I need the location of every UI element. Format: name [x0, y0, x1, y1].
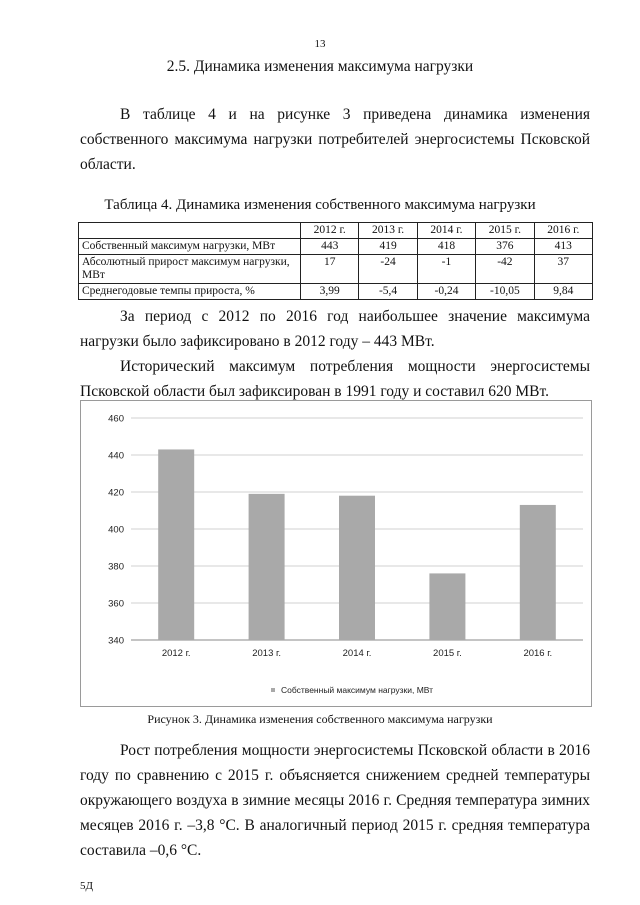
bar-2	[249, 494, 285, 640]
table-header-cell: 2015 г.	[476, 223, 534, 239]
table-cell: 3,99	[301, 284, 359, 300]
table-header-cell: 2014 г.	[417, 223, 475, 239]
section-title: 2.5. Динамика изменения максимума нагрузки	[166, 58, 474, 75]
table-header-cell	[79, 223, 301, 239]
y-tick-label: 360	[108, 598, 124, 610]
table-header-row	[79, 223, 593, 239]
table-header-cell: 2012 г.	[301, 223, 359, 239]
x-tick-label: 2012 г.	[161, 648, 191, 659]
x-tick-label: 2014 г.	[342, 648, 372, 659]
y-tick-label: 400	[108, 524, 124, 536]
table-caption: Таблица 4. Динамика изменения собственного максимума нагрузки	[104, 197, 536, 213]
load-chart	[80, 400, 592, 707]
figure-caption: Рисунок 3. Динамика изменения собственного максимума нагрузки	[147, 712, 493, 726]
historic-max-paragraph: Исторический максимум потребления мощности энергосистемы Псковской области был зафиксирован в 1991 году и составил 620 МВт.	[80, 358, 590, 400]
y-tick-label: 440	[108, 450, 124, 462]
table-cell: 17	[301, 255, 359, 284]
table-header-cell: 2013 г.	[359, 223, 417, 239]
table-cell: -42	[476, 255, 534, 284]
growth-paragraph: Рост потребления мощности энергосистемы Псковской области в 2016 году по сравнению с 2015 г. объясняется снижением средней температуры окружающего воздуха в зимние месяцы 2016 г. Средняя температура зимних месяцев 2016 г. –3,8 °С. В аналогичный период 2015 г. средняя температура составила –0,6 °С.	[80, 742, 590, 859]
table-row	[79, 284, 593, 300]
table-cell: 419	[359, 239, 417, 255]
table-cell: 9,84	[534, 284, 592, 300]
bar-5	[520, 505, 556, 640]
bar-chart-svg	[81, 401, 591, 706]
load-table	[78, 222, 593, 300]
table-row-label: Абсолютный прирост максимум нагрузки, МВт	[79, 255, 301, 284]
y-tick-label: 380	[108, 561, 124, 573]
table-cell: -1	[417, 255, 475, 284]
bar-4	[429, 573, 465, 640]
table-header-cell: 2016 г.	[534, 223, 592, 239]
legend-label: Собственный максимум нагрузки, МВт	[281, 685, 434, 695]
table-row	[79, 239, 593, 255]
intro-paragraph: В таблице 4 и на рисунке 3 приведена динамика изменения собственного максимума нагрузки потребителей энергосистемы Псковской области.	[80, 106, 590, 173]
table-cell: -0,24	[417, 284, 475, 300]
table-cell: 37	[534, 255, 592, 284]
table-cell: -10,05	[476, 284, 534, 300]
y-tick-label: 420	[108, 487, 124, 499]
x-tick-label: 2016 г.	[523, 648, 553, 659]
table-cell: 413	[534, 239, 592, 255]
table-cell: -5,4	[359, 284, 417, 300]
table-cell: -24	[359, 255, 417, 284]
footer-mark: 5Д	[80, 880, 94, 892]
x-tick-label: 2013 г.	[252, 648, 281, 659]
page-number: 13	[314, 38, 326, 50]
y-tick-label: 340	[108, 635, 124, 647]
table-row-label: Среднегодовые темпы прироста, %	[79, 284, 301, 300]
table-cell: 418	[417, 239, 475, 255]
y-tick-label: 460	[108, 413, 124, 425]
bar-3	[339, 496, 375, 640]
table-cell: 443	[301, 239, 359, 255]
table-row	[79, 255, 593, 284]
max-load-paragraph: За период с 2012 по 2016 год наибольшее значение максимума нагрузки было зафиксировано в 2012 году – 443 МВт.	[80, 308, 590, 350]
x-tick-label: 2015 г.	[433, 648, 462, 659]
table-row-label: Собственный максимум нагрузки, МВт	[79, 239, 301, 255]
table-cell: 376	[476, 239, 534, 255]
bar-1	[158, 449, 194, 640]
legend-swatch	[271, 688, 275, 692]
